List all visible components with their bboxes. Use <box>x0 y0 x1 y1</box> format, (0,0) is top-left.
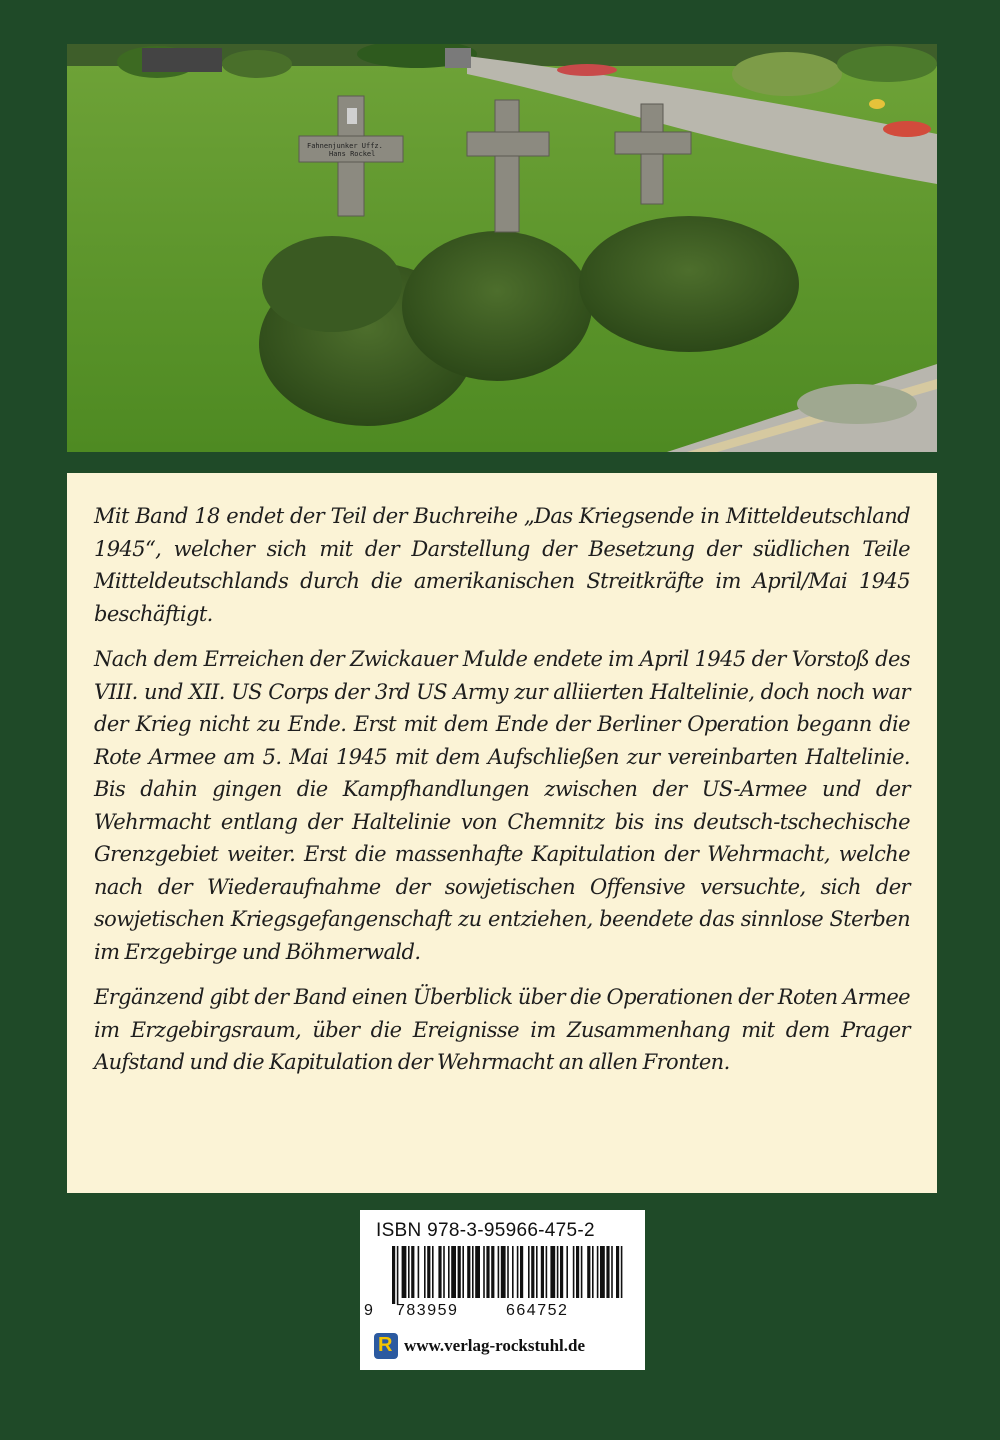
cross-inscription-line1: Fahnenjunker Uffz. <box>307 142 383 150</box>
blurb-paragraph-1: Mit Band 18 endet der Teil der Buchreihe „Das Kriegsende in Mitteldeutschland 1945“, welcher sich mit der Darstellung der Besetzung der südlichen Teile Mitteldeutschlands durch die amerikanischen Streitkräfte im April/Mai 1945 beschäftigt. <box>94 504 910 626</box>
barcode-bar <box>427 1246 430 1298</box>
publisher-logo-letter: R <box>378 1334 393 1356</box>
barcode-bar <box>557 1246 559 1298</box>
barcode-bar <box>498 1246 500 1298</box>
barcode-box <box>360 1210 645 1370</box>
svg-text:Fahnenjunker Uffz. <box>307 142 383 150</box>
barcode-bar <box>616 1246 619 1298</box>
cross-inscription-line2: Hans Rockel <box>329 150 376 158</box>
svg-text:Hans Rockel <box>329 150 375 158</box>
barcode-bar <box>467 1246 470 1298</box>
publisher-url: www.verlag-rockstuhl.de <box>404 1336 586 1355</box>
barcode-bar <box>411 1246 414 1298</box>
barcode-bar <box>507 1246 509 1298</box>
barcode-bar <box>573 1246 575 1298</box>
barcode-bar <box>592 1246 594 1298</box>
isbn-label: ISBN 978-3-95966-475-2 <box>376 1220 595 1241</box>
barcode-digits-right: 664752 <box>506 1302 569 1319</box>
barcode-bar <box>576 1246 579 1298</box>
barcode-bar <box>560 1246 563 1298</box>
barcode-icon <box>374 1246 630 1304</box>
barcode-bar <box>621 1246 623 1298</box>
barcode-bar <box>491 1246 494 1298</box>
cover-photo <box>67 44 937 452</box>
barcode-bar <box>438 1246 441 1298</box>
barcode-bar <box>528 1246 530 1298</box>
barcode-bar <box>392 1246 395 1304</box>
barcode-bar <box>597 1246 599 1298</box>
barcode-bar <box>472 1246 474 1298</box>
barcode-bar <box>448 1246 450 1298</box>
publisher-logo-icon <box>374 1333 398 1359</box>
barcode-bar <box>432 1246 434 1298</box>
barcode-bar <box>546 1246 548 1298</box>
barcode-bar <box>611 1246 613 1298</box>
barcode-bar <box>501 1246 506 1298</box>
barcode-bar <box>581 1246 583 1298</box>
barcode-bar <box>443 1246 445 1298</box>
barcode-bar <box>462 1246 464 1298</box>
barcode-bar <box>458 1246 461 1298</box>
barcode-bar <box>397 1246 399 1304</box>
barcode-bar <box>531 1246 534 1298</box>
barcode-bar <box>600 1246 605 1298</box>
barcode-bar <box>402 1246 407 1298</box>
barcode-bar <box>424 1246 426 1298</box>
barcode-bar <box>486 1246 489 1298</box>
barcode-bar <box>520 1246 523 1298</box>
barcode-digit-first: 9 <box>364 1302 375 1319</box>
publisher-row <box>374 1332 585 1360</box>
barcode-bar <box>566 1246 568 1298</box>
blurb-paragraph-2: Nach dem Erreichen der Zwickauer Mulde endete im April 1945 der Vorstoß des VIII. und XII. US Corps der 3rd US Army zur alliierten Haltelinie, doch noch war der Krieg nicht zu Ende. Erst mit dem Ende der Berliner Operation begann die Rote Armee am 5. Mai 1945 mit dem Aufschließen zur vereinbarten Haltelinie. Bis dahin gingen die Kampfhandlungen zwischen der US-Armee und der Wehrmacht entlang der Haltelinie von Chemnitz bis ins deutsch-tschechische Grenzgebiet weiter. Erst die massenhafte Kapitulation der Wehrmacht, welche nach der Wiederaufnahme der sowjetischen Offensive versuchte, sich der sowjetischen Kriegsgefangenschaft zu entziehen, beendete das sinnlose Sterben im Erzgebirge und Böhmerwald. <box>94 647 910 964</box>
barcode-bar <box>517 1246 519 1298</box>
barcode-bar <box>408 1246 410 1298</box>
barcode-bar <box>606 1246 609 1298</box>
barcode-bar <box>483 1246 485 1298</box>
barcode-bar <box>512 1246 514 1298</box>
cemetery-photo-illustration <box>67 44 937 452</box>
barcode-bar <box>550 1246 555 1298</box>
barcode-bar <box>536 1246 538 1298</box>
blurb-panel <box>67 473 937 1193</box>
barcode-bar <box>451 1246 456 1298</box>
barcode-bar <box>475 1246 480 1298</box>
barcode-bar <box>541 1246 544 1298</box>
barcode-digits-left: 783959 <box>396 1302 459 1319</box>
barcode-bar <box>418 1246 420 1298</box>
blurb-paragraph-3: Ergänzend gibt der Band einen Überblick über die Operationen der Roten Armee im Erzgebirgsraum, über die Ereignisse im Zusammenhang mit dem Prager Aufstand und die Kapitulation der Wehrmacht an allen Fronten. <box>94 985 910 1074</box>
barcode-bar <box>587 1246 590 1298</box>
